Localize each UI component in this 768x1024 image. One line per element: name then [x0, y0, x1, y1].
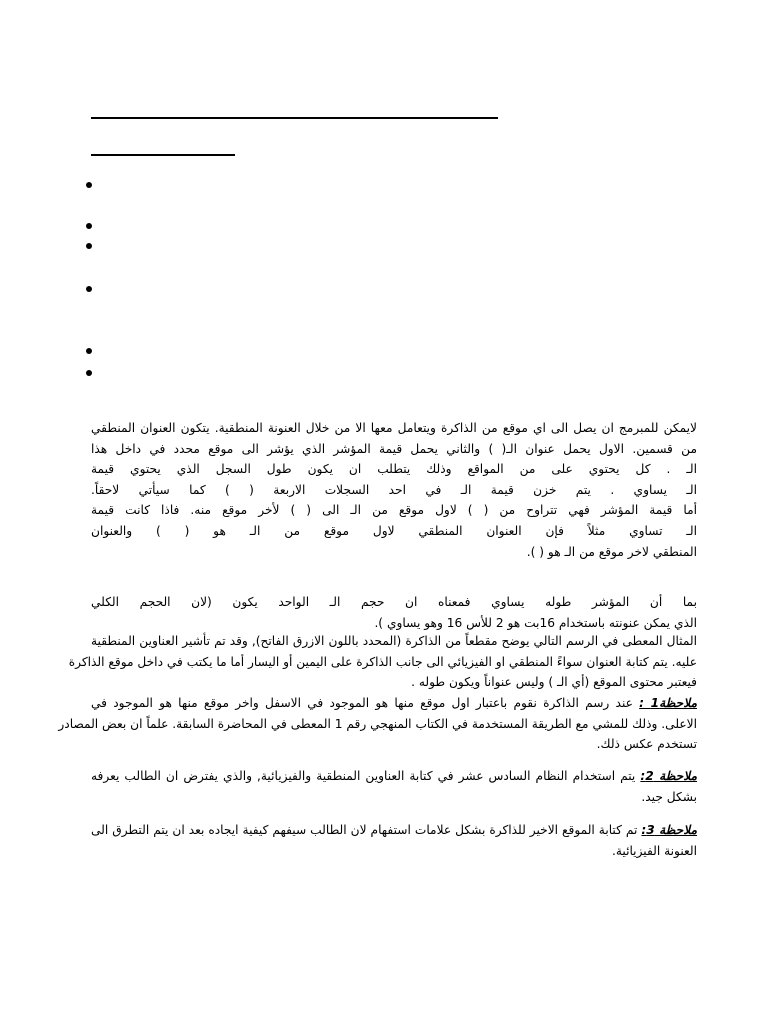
- note-title: ملاحظة1 :: [639, 696, 697, 710]
- bullet-point: [86, 370, 92, 376]
- text-line: [91, 766, 697, 787]
- text-line: فيعتبر محتوى الموقع (أي الـ ) وليس عنواناً ويكون طوله .: [411, 675, 697, 690]
- paragraph-logical-addressing: [91, 418, 697, 562]
- note-text: عند رسم الذاكرة نقوم باعتبار اول موقع منها هو الموجود في الاسفل واخر موقع منها هو الموجود في: [91, 696, 633, 710]
- text-line: العنونة الفيزيائية.: [611, 843, 697, 858]
- title-rule-short: [91, 154, 235, 156]
- note-1: [58, 693, 697, 755]
- text-line: المثال المعطى في الرسم التالي يوضح مقطعاً من الذاكرة (المحدد باللون الازرق الفاتح), وقد تم تأشير العناوين المنطقية: [91, 634, 697, 648]
- text-line: [91, 693, 697, 714]
- note-2: [91, 766, 697, 807]
- paragraph-pointer-size: [91, 592, 697, 633]
- text-line: الـ تساوي مثلاً فإن العنوان المنطقي لاول موقع من الـ هو ( ) والعنوان: [91, 523, 697, 538]
- text-line: المنطقي لاخر موقع من الـ هو ( ).: [526, 544, 697, 559]
- paragraph-example: [68, 631, 697, 693]
- text-line: [91, 820, 697, 841]
- text-line: بما أن المؤشر طوله يساوي فمعناه ان حجم الـ الواحد يكون (لان الحجم الكلي: [91, 595, 697, 609]
- title-rule-long: [91, 117, 498, 119]
- text-line: عليه. يتم كتابة العنوان سواءً المنطقي او الفيزيائي الى جانب الذاكرة على اليمين أو اليسار أما ما يكتب في داخل موقع الذاكرة: [68, 654, 697, 669]
- text-line: الـ . كل يحتوي على من المواقع وذلك يتطلب ان يكون طول السجل الذي يحتوي قيمة: [91, 462, 697, 477]
- text-line: الاعلى. وذلك للمشي مع الطريقة المستخدمة في الكتاب المنهجي رقم 1 المعطى في المحاضرة السابقة. علماً ان بعض المصادر: [58, 716, 697, 731]
- bullet-point: [86, 286, 92, 292]
- text-line: لايمكن للمبرمج ان يصل الى اي موقع من الذاكرة ويتعامل معها الا من خلال العنونة المنطقية. يتكون العنوان المنطقي: [91, 421, 697, 435]
- note-text: يتم استخدام النظام السادس عشر في كتابة العناوين المنطقية والفيزيائية, والذي يفترض ان الطالب يعرفه: [91, 769, 636, 783]
- note-title: ملاحظة 2:: [640, 769, 697, 783]
- note-3: [91, 820, 697, 861]
- bullet-point: [86, 223, 92, 229]
- bullet-point: [86, 243, 92, 249]
- text-line: تستخدم عكس ذلك.: [596, 737, 697, 752]
- note-text: تم كتابة الموقع الاخير للذاكرة بشكل علامات استفهام لان الطالب سيفهم كيفية ايجاده بعد ان يتم التطرق الى: [91, 823, 638, 837]
- text-line: الذي يمكن عنونته باستخدام 16بت هو 2 للأس 16 وهو يساوي ).: [374, 615, 697, 630]
- bullet-point: [86, 182, 92, 188]
- note-title: ملاحظة 3:: [641, 823, 698, 837]
- text-line: الـ يساوي . يتم خزن قيمة الـ في احد السجلات الاربعة ( ) كما سيأتي لاحقاً.: [91, 482, 697, 497]
- text-line: أما قيمة المؤشر فهي تتراوح من ( ) لاول موقع من الـ الى ( ) لأخر موقع منه. فاذا كانت قيمة: [91, 503, 697, 518]
- text-line: من قسمين. الاول يحمل عنوان الـ( ) والثاني يحمل قيمة المؤشر الذي يؤشر الى موقع محدد في داخل هذا: [91, 441, 697, 456]
- bullet-point: [86, 348, 92, 354]
- text-line: بشكل جيد.: [641, 789, 697, 804]
